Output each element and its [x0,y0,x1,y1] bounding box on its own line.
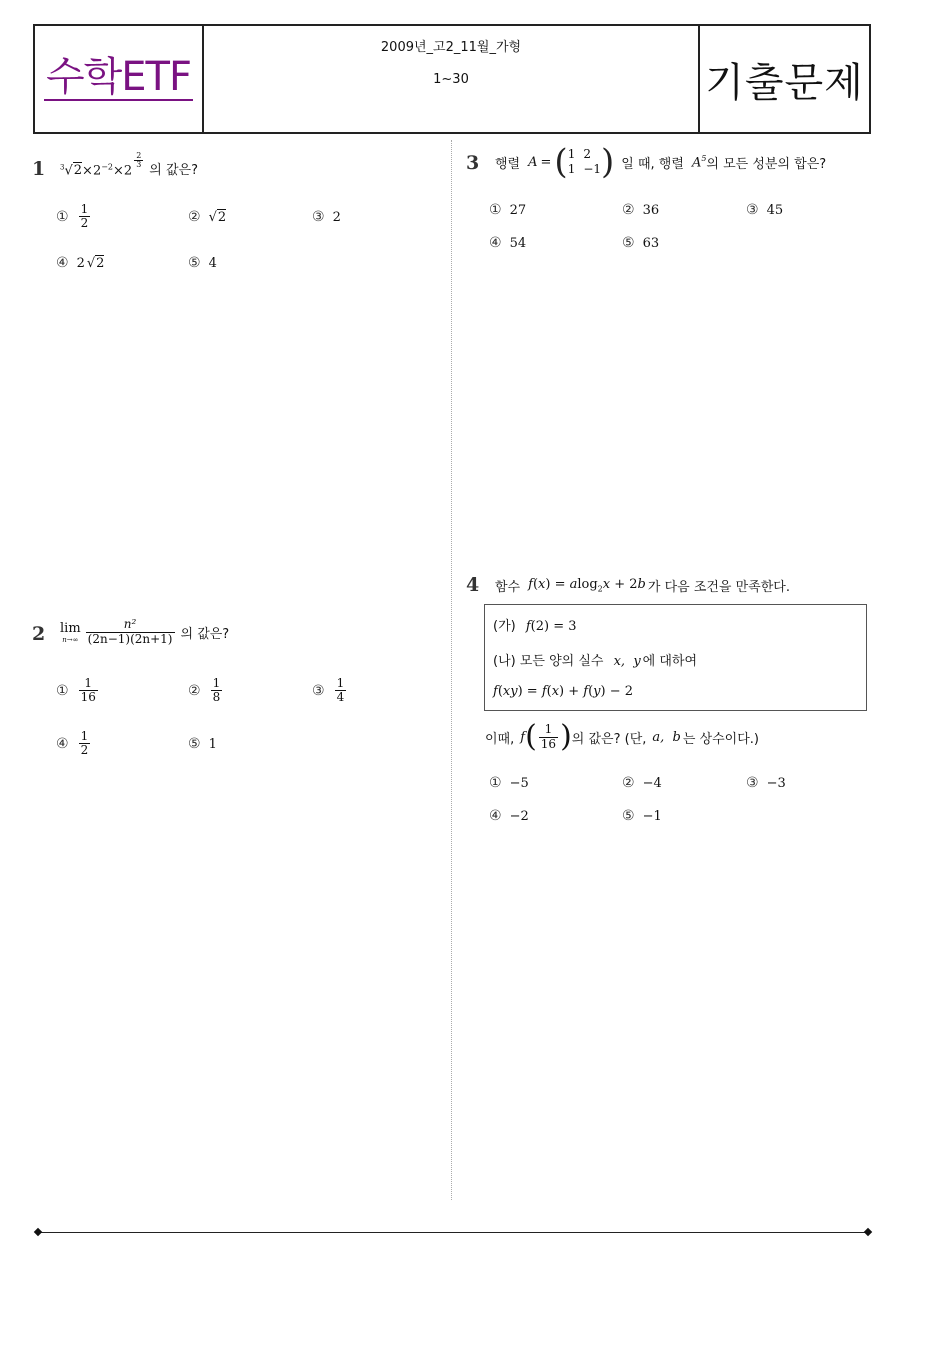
option-3[interactable]: ③ $\frac{1}{4}$ [312,676,345,705]
doc-type-title: 기출문제 [705,59,864,106]
question-number: 2 [32,623,46,645]
limit-fraction: $\frac{\text{n²}}{(2n-1)(2n+1)}$ [87,617,173,646]
exam-header [33,24,871,134]
question-stem: 행렬 A = ( 1 2 1 −1 ) 일 때, 행렬 $A^5$ 의 모든 성분의 합은? [495,142,827,182]
question-stem: lim n→∞ $\frac{\text{n²}}{(2n-1)(2n+1)}$ 의 값은? [60,617,230,646]
option-2[interactable]: ② √2 [188,209,227,225]
question-range: 1~30 [433,72,469,87]
math-expression: $^3√2\times 2^{-2}\times 2$ $^{\frac{2}{3}}$ [60,150,142,179]
stem-text: 의 값은? [180,626,230,642]
option-2[interactable]: ② $\frac{1}{8}$ [188,676,221,705]
question-stem: 함수 f(x) = alog$_2$x + 2b 가 다음 조건을 만족한다. [495,576,790,595]
condition-equation: f(xy) = f(x) + f(y) − 2 [493,684,634,699]
option-5[interactable]: ⑤ 1 [188,736,217,752]
logo-cell [35,26,204,132]
option-5[interactable]: ⑤ 4 [188,255,217,271]
option-1[interactable]: ① 27 [489,202,527,218]
condition-box [484,604,867,711]
option-4[interactable]: ④ 54 [489,235,527,251]
option-5[interactable]: ⑤ 63 [622,235,660,251]
option-4[interactable]: ④ $\frac{1}{2}$ [56,729,89,758]
option-2[interactable]: ② −4 [622,775,662,791]
diamond-left-icon [34,1228,42,1236]
followup-question: 이때, f ( $\frac{1}{16}$ ) 의 값은? (단, a, b 는 상수이다.) [485,719,760,754]
option-3[interactable]: ③ 45 [746,202,784,218]
option-4[interactable]: ④ 2 √2 [56,255,105,271]
doc-type-cell [700,26,869,132]
matrix-a: ( 1 2 1 −1 ) [554,142,615,182]
question-stem [60,150,198,186]
fraction: $\frac{1}{2}$ [80,202,89,231]
option-5[interactable]: ⑤ −1 [622,808,662,824]
option-3[interactable]: ③ −3 [746,775,786,791]
question-number: 3 [466,152,480,174]
footer-rule [38,1232,868,1233]
stem-text: 의 값은? [149,162,198,178]
condition-na: (나) 모든 양의 실수 x, y 에 대하여 [493,654,698,669]
question-number: 4 [466,574,480,596]
option-1[interactable]: ① −5 [489,775,529,791]
option-2[interactable]: ② 36 [622,202,660,218]
column-divider [451,140,452,1200]
option-1[interactable]: ① $\frac{1}{16}$ [56,676,96,705]
option-4[interactable]: ④ −2 [489,808,529,824]
option-1[interactable]: ① $\frac{1}{2}$ [56,202,89,231]
condition-ga: (가) f(2) = 3 [493,619,577,634]
exam-title: 2009년_고2_11월_가형 [380,40,522,55]
diamond-right-icon [864,1228,872,1236]
option-3[interactable]: ③ 2 [312,209,341,225]
exam-info-cell [204,26,700,132]
logo: 수학ETF [46,54,191,100]
question-number: 1 [32,158,46,180]
